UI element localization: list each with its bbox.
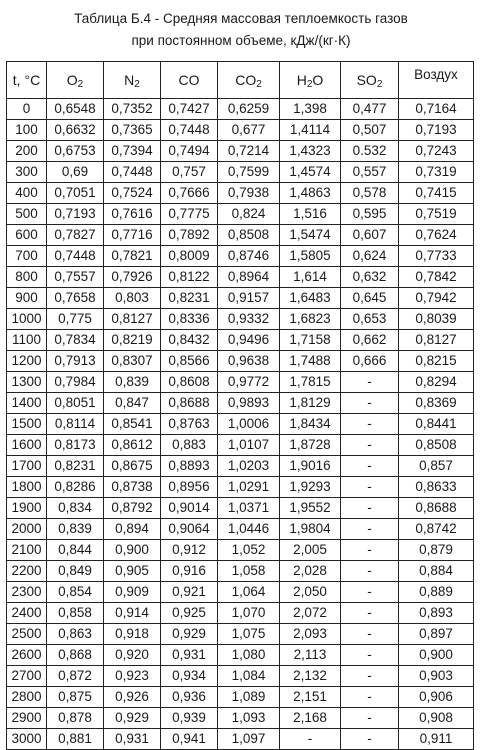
cell-air: 0,8127 bbox=[399, 330, 474, 351]
cell-co: 0,8432 bbox=[161, 330, 218, 351]
table-row bbox=[7, 477, 474, 498]
cell-n2: 0,918 bbox=[104, 624, 161, 645]
cell-o2: 0,858 bbox=[47, 603, 104, 624]
cell-o2: 0,7557 bbox=[47, 267, 104, 288]
cell-n2: 0,929 bbox=[104, 708, 161, 729]
cell-h2o: 1,5805 bbox=[280, 246, 341, 267]
cell-air: 0,8215 bbox=[399, 351, 474, 372]
cell-h2o: 1,6483 bbox=[280, 288, 341, 309]
cell-so2: 0,632 bbox=[341, 267, 399, 288]
cell-n2: 0,914 bbox=[104, 603, 161, 624]
cell-o2: 0,6548 bbox=[47, 99, 104, 120]
cell-so2: - bbox=[341, 729, 399, 750]
cell-o2: 0,844 bbox=[47, 540, 104, 561]
cell-n2: 0,923 bbox=[104, 666, 161, 687]
cell-n2: 0,803 bbox=[104, 288, 161, 309]
cell-co: 0,934 bbox=[161, 666, 218, 687]
cell-h2o: 2,113 bbox=[280, 645, 341, 666]
table-row bbox=[7, 666, 474, 687]
cell-so2: - bbox=[341, 582, 399, 603]
cell-air: 0,8688 bbox=[399, 498, 474, 519]
cell-n2: 0,8127 bbox=[104, 309, 161, 330]
cell-co2: 1,089 bbox=[218, 687, 280, 708]
cell-so2: - bbox=[341, 393, 399, 414]
table-row bbox=[7, 435, 474, 456]
cell-o2: 0,69 bbox=[47, 162, 104, 183]
cell-so2: 0,477 bbox=[341, 99, 399, 120]
cell-temperature: 2500 bbox=[7, 624, 47, 645]
cell-temperature: 2700 bbox=[7, 666, 47, 687]
cell-o2: 0,8051 bbox=[47, 393, 104, 414]
cell-h2o: - bbox=[280, 729, 341, 750]
cell-so2: - bbox=[341, 708, 399, 729]
cell-co2: 0,9496 bbox=[218, 330, 280, 351]
caption-line-1: Таблица Б.4 - Средняя массовая теплоемкость газов bbox=[74, 11, 408, 26]
cell-o2: 0,8231 bbox=[47, 456, 104, 477]
cell-o2: 0,8173 bbox=[47, 435, 104, 456]
cell-co: 0,912 bbox=[161, 540, 218, 561]
cell-o2: 0,868 bbox=[47, 645, 104, 666]
table-row bbox=[7, 309, 474, 330]
cell-co: 0,7494 bbox=[161, 141, 218, 162]
cell-air: 0,900 bbox=[399, 645, 474, 666]
cell-o2: 0,839 bbox=[47, 519, 104, 540]
cell-n2: 0,900 bbox=[104, 540, 161, 561]
cell-h2o: 1,516 bbox=[280, 204, 341, 225]
cell-temperature: 200 bbox=[7, 141, 47, 162]
header-co: CO bbox=[161, 62, 218, 99]
cell-n2: 0,931 bbox=[104, 729, 161, 750]
cell-co: 0,925 bbox=[161, 603, 218, 624]
cell-air: 0,8441 bbox=[399, 414, 474, 435]
header-temperature: t, °C bbox=[7, 62, 47, 99]
cell-h2o: 2,132 bbox=[280, 666, 341, 687]
header-co2: $CO_2$ bbox=[218, 62, 280, 99]
cell-so2: 0.532 bbox=[341, 141, 399, 162]
cell-so2: - bbox=[341, 435, 399, 456]
cell-temperature: 600 bbox=[7, 225, 47, 246]
cell-co2: 1,052 bbox=[218, 540, 280, 561]
table-row bbox=[7, 603, 474, 624]
header-so2: $SO_2$ bbox=[341, 62, 399, 99]
cell-n2: 0,8675 bbox=[104, 456, 161, 477]
cell-n2: 0,7365 bbox=[104, 120, 161, 141]
cell-air: 0,7519 bbox=[399, 204, 474, 225]
table-row bbox=[7, 393, 474, 414]
cell-co: 0,8122 bbox=[161, 267, 218, 288]
cell-o2: 0,881 bbox=[47, 729, 104, 750]
cell-h2o: 1,7815 bbox=[280, 372, 341, 393]
cell-air: 0,8633 bbox=[399, 477, 474, 498]
cell-so2: - bbox=[341, 372, 399, 393]
table-row bbox=[7, 414, 474, 435]
cell-co2: 0,8508 bbox=[218, 225, 280, 246]
cell-temperature: 2800 bbox=[7, 687, 47, 708]
cell-h2o: 1,9293 bbox=[280, 477, 341, 498]
cell-air: 0,908 bbox=[399, 708, 474, 729]
table-row bbox=[7, 225, 474, 246]
cell-air: 0,7942 bbox=[399, 288, 474, 309]
cell-o2: 0,7051 bbox=[47, 183, 104, 204]
cell-temperature: 1200 bbox=[7, 351, 47, 372]
cell-n2: 0,8792 bbox=[104, 498, 161, 519]
cell-air: 0,8508 bbox=[399, 435, 474, 456]
cell-so2: - bbox=[341, 666, 399, 687]
cell-n2: 0,7616 bbox=[104, 204, 161, 225]
cell-co: 0,916 bbox=[161, 561, 218, 582]
cell-n2: 0,8307 bbox=[104, 351, 161, 372]
cell-n2: 0,8612 bbox=[104, 435, 161, 456]
cell-h2o: 2,028 bbox=[280, 561, 341, 582]
cell-o2: 0,7448 bbox=[47, 246, 104, 267]
cell-n2: 0,909 bbox=[104, 582, 161, 603]
table-row bbox=[7, 519, 474, 540]
table-row bbox=[7, 372, 474, 393]
cell-o2: 0,7913 bbox=[47, 351, 104, 372]
cell-so2: - bbox=[341, 561, 399, 582]
cell-temperature: 1000 bbox=[7, 309, 47, 330]
cell-co: 0,9014 bbox=[161, 498, 218, 519]
cell-so2: 0,653 bbox=[341, 309, 399, 330]
cell-temperature: 2100 bbox=[7, 540, 47, 561]
cell-h2o: 2,168 bbox=[280, 708, 341, 729]
cell-co2: 1,064 bbox=[218, 582, 280, 603]
table-row bbox=[7, 498, 474, 519]
cell-air: 0,857 bbox=[399, 456, 474, 477]
cell-o2: 0,878 bbox=[47, 708, 104, 729]
cell-co: 0,929 bbox=[161, 624, 218, 645]
table-row bbox=[7, 246, 474, 267]
cell-co: 0,9064 bbox=[161, 519, 218, 540]
cell-co2: 1,084 bbox=[218, 666, 280, 687]
cell-co2: 1,0107 bbox=[218, 435, 280, 456]
cell-co2: 0,677 bbox=[218, 120, 280, 141]
cell-temperature: 1300 bbox=[7, 372, 47, 393]
cell-co: 0,8893 bbox=[161, 456, 218, 477]
cell-co2: 1,080 bbox=[218, 645, 280, 666]
cell-temperature: 1600 bbox=[7, 435, 47, 456]
cell-co2: 1,0446 bbox=[218, 519, 280, 540]
cell-co2: 0,8746 bbox=[218, 246, 280, 267]
cell-h2o: 1,4114 bbox=[280, 120, 341, 141]
cell-h2o: 1,7488 bbox=[280, 351, 341, 372]
cell-co: 0,939 bbox=[161, 708, 218, 729]
cell-temperature: 2200 bbox=[7, 561, 47, 582]
cell-temperature: 1500 bbox=[7, 414, 47, 435]
cell-co: 0,8956 bbox=[161, 477, 218, 498]
cell-o2: 0,834 bbox=[47, 498, 104, 519]
header-row bbox=[7, 62, 474, 99]
cell-so2: 0,645 bbox=[341, 288, 399, 309]
cell-o2: 0,7658 bbox=[47, 288, 104, 309]
cell-co2: 0,6259 bbox=[218, 99, 280, 120]
cell-co2: 0,7938 bbox=[218, 183, 280, 204]
cell-co2: 1,0291 bbox=[218, 477, 280, 498]
cell-so2: - bbox=[341, 540, 399, 561]
cell-temperature: 1800 bbox=[7, 477, 47, 498]
cell-n2: 0,839 bbox=[104, 372, 161, 393]
cell-h2o: 1,7158 bbox=[280, 330, 341, 351]
table-row bbox=[7, 204, 474, 225]
header-o2: $O_2$ bbox=[47, 62, 104, 99]
cell-n2: 0,7352 bbox=[104, 99, 161, 120]
cell-o2: 0,6753 bbox=[47, 141, 104, 162]
cell-co: 0,8009 bbox=[161, 246, 218, 267]
cell-temperature: 2900 bbox=[7, 708, 47, 729]
cell-o2: 0,875 bbox=[47, 687, 104, 708]
cell-so2: 0,624 bbox=[341, 246, 399, 267]
cell-co: 0,7892 bbox=[161, 225, 218, 246]
cell-co: 0,7427 bbox=[161, 99, 218, 120]
cell-so2: - bbox=[341, 624, 399, 645]
cell-o2: 0,8286 bbox=[47, 477, 104, 498]
cell-h2o: 1,8434 bbox=[280, 414, 341, 435]
cell-co2: 0,9638 bbox=[218, 351, 280, 372]
cell-air: 0,889 bbox=[399, 582, 474, 603]
cell-temperature: 2600 bbox=[7, 645, 47, 666]
cell-temperature: 2400 bbox=[7, 603, 47, 624]
cell-so2: - bbox=[341, 519, 399, 540]
cell-co: 0,921 bbox=[161, 582, 218, 603]
cell-co2: 1,093 bbox=[218, 708, 280, 729]
cell-co2: 0,7599 bbox=[218, 162, 280, 183]
cell-h2o: 1,8129 bbox=[280, 393, 341, 414]
cell-so2: - bbox=[341, 414, 399, 435]
cell-co2: 0,9772 bbox=[218, 372, 280, 393]
cell-air: 0,8742 bbox=[399, 519, 474, 540]
cell-co: 0,7448 bbox=[161, 120, 218, 141]
cell-n2: 0,847 bbox=[104, 393, 161, 414]
cell-co2: 0,9157 bbox=[218, 288, 280, 309]
cell-h2o: 1,9552 bbox=[280, 498, 341, 519]
cell-co2: 0,9893 bbox=[218, 393, 280, 414]
cell-so2: - bbox=[341, 603, 399, 624]
cell-temperature: 1700 bbox=[7, 456, 47, 477]
table-row bbox=[7, 330, 474, 351]
cell-co: 0,8688 bbox=[161, 393, 218, 414]
table-row bbox=[7, 141, 474, 162]
cell-temperature: 2000 bbox=[7, 519, 47, 540]
cell-n2: 0,894 bbox=[104, 519, 161, 540]
cell-temperature: 700 bbox=[7, 246, 47, 267]
cell-air: 0,884 bbox=[399, 561, 474, 582]
cell-co: 0,8566 bbox=[161, 351, 218, 372]
cell-air: 0,7733 bbox=[399, 246, 474, 267]
cell-so2: 0,607 bbox=[341, 225, 399, 246]
cell-o2: 0,7834 bbox=[47, 330, 104, 351]
cell-n2: 0,926 bbox=[104, 687, 161, 708]
cell-air: 0,893 bbox=[399, 603, 474, 624]
cell-co2: 0,8964 bbox=[218, 267, 280, 288]
cell-air: 0,7319 bbox=[399, 162, 474, 183]
cell-air: 0,7193 bbox=[399, 120, 474, 141]
cell-co2: 1,058 bbox=[218, 561, 280, 582]
caption-line-2: при постоянном объеме, кДж/(кг·К) bbox=[131, 33, 351, 48]
cell-co2: 1,0203 bbox=[218, 456, 280, 477]
cell-so2: 0,507 bbox=[341, 120, 399, 141]
cell-h2o: 1,4574 bbox=[280, 162, 341, 183]
cell-n2: 0,7524 bbox=[104, 183, 161, 204]
cell-air: 0,7842 bbox=[399, 267, 474, 288]
cell-h2o: 1,5474 bbox=[280, 225, 341, 246]
cell-h2o: 1,614 bbox=[280, 267, 341, 288]
cell-co2: 1,097 bbox=[218, 729, 280, 750]
cell-so2: 0,557 bbox=[341, 162, 399, 183]
cell-air: 0,7415 bbox=[399, 183, 474, 204]
cell-co: 0,8763 bbox=[161, 414, 218, 435]
table-row bbox=[7, 288, 474, 309]
table-body bbox=[7, 99, 474, 750]
cell-temperature: 1100 bbox=[7, 330, 47, 351]
cell-temperature: 500 bbox=[7, 204, 47, 225]
cell-o2: 0,6632 bbox=[47, 120, 104, 141]
table-row bbox=[7, 456, 474, 477]
table-row bbox=[7, 624, 474, 645]
table-row bbox=[7, 708, 474, 729]
cell-o2: 0,849 bbox=[47, 561, 104, 582]
cell-co2: 1,070 bbox=[218, 603, 280, 624]
cell-n2: 0,7926 bbox=[104, 267, 161, 288]
cell-o2: 0,872 bbox=[47, 666, 104, 687]
cell-o2: 0,854 bbox=[47, 582, 104, 603]
cell-air: 0,8039 bbox=[399, 309, 474, 330]
cell-o2: 0,8114 bbox=[47, 414, 104, 435]
cell-n2: 0,905 bbox=[104, 561, 161, 582]
table-row bbox=[7, 99, 474, 120]
cell-co2: 0,7214 bbox=[218, 141, 280, 162]
cell-so2: 0,662 bbox=[341, 330, 399, 351]
cell-o2: 0,7193 bbox=[47, 204, 104, 225]
cell-n2: 0,920 bbox=[104, 645, 161, 666]
cell-n2: 0,7716 bbox=[104, 225, 161, 246]
cell-h2o: 2,005 bbox=[280, 540, 341, 561]
cell-so2: 0,666 bbox=[341, 351, 399, 372]
cell-air: 0,8369 bbox=[399, 393, 474, 414]
cell-co: 0,8336 bbox=[161, 309, 218, 330]
cell-air: 0,906 bbox=[399, 687, 474, 708]
cell-air: 0,911 bbox=[399, 729, 474, 750]
cell-co2: 1,0371 bbox=[218, 498, 280, 519]
cell-h2o: 1,8728 bbox=[280, 435, 341, 456]
cell-co: 0,757 bbox=[161, 162, 218, 183]
cell-co: 0,8231 bbox=[161, 288, 218, 309]
table-row bbox=[7, 267, 474, 288]
table-row bbox=[7, 120, 474, 141]
cell-air: 0,897 bbox=[399, 624, 474, 645]
cell-temperature: 300 bbox=[7, 162, 47, 183]
cell-temperature: 3000 bbox=[7, 729, 47, 750]
cell-air: 0,7624 bbox=[399, 225, 474, 246]
cell-temperature: 100 bbox=[7, 120, 47, 141]
cell-h2o: 1,4863 bbox=[280, 183, 341, 204]
cell-temperature: 800 bbox=[7, 267, 47, 288]
cell-h2o: 2,093 bbox=[280, 624, 341, 645]
header-n2: $N_2$ bbox=[104, 62, 161, 99]
cell-n2: 0,8219 bbox=[104, 330, 161, 351]
table-row bbox=[7, 183, 474, 204]
cell-o2: 0,7984 bbox=[47, 372, 104, 393]
table-row bbox=[7, 561, 474, 582]
table-row bbox=[7, 645, 474, 666]
cell-temperature: 1400 bbox=[7, 393, 47, 414]
cell-co2: 1,075 bbox=[218, 624, 280, 645]
cell-so2: 0,595 bbox=[341, 204, 399, 225]
table-row bbox=[7, 162, 474, 183]
cell-n2: 0,7394 bbox=[104, 141, 161, 162]
table-row bbox=[7, 687, 474, 708]
cell-temperature: 2300 bbox=[7, 582, 47, 603]
cell-so2: - bbox=[341, 498, 399, 519]
cell-n2: 0,8738 bbox=[104, 477, 161, 498]
cell-co2: 0,9332 bbox=[218, 309, 280, 330]
cell-air: 0,8294 bbox=[399, 372, 474, 393]
cell-h2o: 1,6823 bbox=[280, 309, 341, 330]
cell-co: 0,8608 bbox=[161, 372, 218, 393]
cell-so2: - bbox=[341, 456, 399, 477]
cell-temperature: 400 bbox=[7, 183, 47, 204]
cell-temperature: 0 bbox=[7, 99, 47, 120]
cell-h2o: 1,398 bbox=[280, 99, 341, 120]
cell-air: 0,903 bbox=[399, 666, 474, 687]
table-row bbox=[7, 540, 474, 561]
header-h2o: $H_2O$ bbox=[280, 62, 341, 99]
cell-o2: 0,775 bbox=[47, 309, 104, 330]
cell-o2: 0,7827 bbox=[47, 225, 104, 246]
heat-capacity-table bbox=[6, 61, 474, 750]
cell-h2o: 2,151 bbox=[280, 687, 341, 708]
cell-co: 0,941 bbox=[161, 729, 218, 750]
table-caption bbox=[0, 8, 482, 52]
cell-co: 0,883 bbox=[161, 435, 218, 456]
cell-co: 0,7775 bbox=[161, 204, 218, 225]
table-row bbox=[7, 351, 474, 372]
cell-n2: 0,7821 bbox=[104, 246, 161, 267]
cell-temperature: 900 bbox=[7, 288, 47, 309]
cell-so2: 0,578 bbox=[341, 183, 399, 204]
cell-h2o: 2,050 bbox=[280, 582, 341, 603]
cell-n2: 0,7448 bbox=[104, 162, 161, 183]
cell-so2: - bbox=[341, 645, 399, 666]
cell-h2o: 1,9804 bbox=[280, 519, 341, 540]
cell-h2o: 1,9016 bbox=[280, 456, 341, 477]
cell-so2: - bbox=[341, 687, 399, 708]
cell-temperature: 1900 bbox=[7, 498, 47, 519]
cell-h2o: 1,4323 bbox=[280, 141, 341, 162]
cell-air: 0,7243 bbox=[399, 141, 474, 162]
cell-co: 0,931 bbox=[161, 645, 218, 666]
cell-h2o: 2,072 bbox=[280, 603, 341, 624]
header-air: Воздух bbox=[399, 62, 474, 99]
cell-co2: 0,824 bbox=[218, 204, 280, 225]
cell-n2: 0,8541 bbox=[104, 414, 161, 435]
cell-air: 0,7164 bbox=[399, 99, 474, 120]
cell-co2: 1,0006 bbox=[218, 414, 280, 435]
table-row bbox=[7, 582, 474, 603]
cell-so2: - bbox=[341, 477, 399, 498]
cell-co: 0,936 bbox=[161, 687, 218, 708]
cell-co: 0,7666 bbox=[161, 183, 218, 204]
cell-o2: 0,863 bbox=[47, 624, 104, 645]
cell-air: 0,879 bbox=[399, 540, 474, 561]
table-row bbox=[7, 729, 474, 750]
